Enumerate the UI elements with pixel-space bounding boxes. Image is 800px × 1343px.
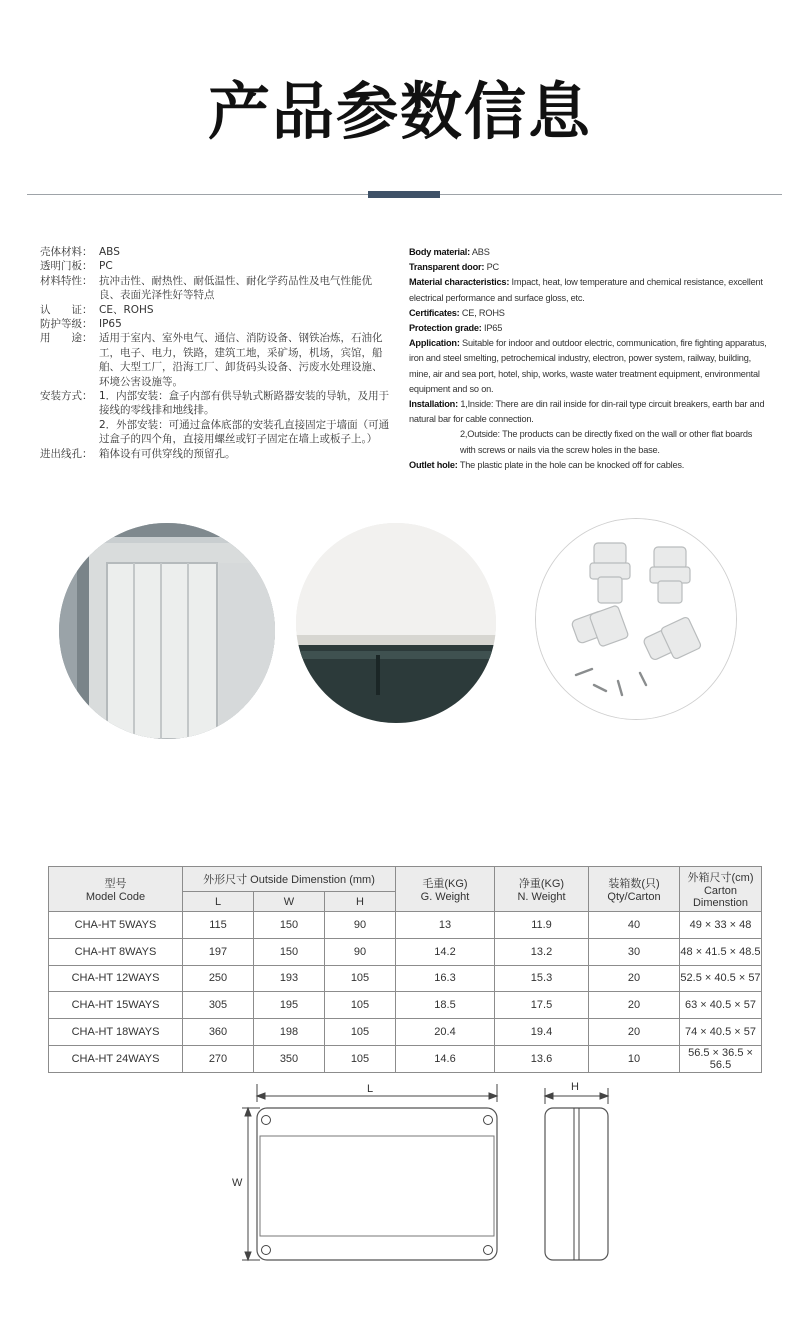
cell-carton: 48 × 41.5 × 48.5 — [680, 938, 762, 965]
table-row — [49, 912, 762, 939]
spec-label: 进出线孔： — [40, 447, 93, 460]
spec-row — [40, 274, 390, 303]
header-w: W — [254, 892, 325, 912]
spec-value: PC — [99, 260, 113, 273]
cell-model: CHA-HT 12WAYS — [49, 965, 183, 992]
spec-value: ABS — [470, 247, 490, 257]
spec-row — [409, 336, 769, 397]
cell-l: 197 — [183, 938, 254, 965]
cell-carton: 52.5 × 40.5 × 57 — [680, 965, 762, 992]
spec-value: 适用于室内、室外电气、通信、消防设备、钢铁冶炼，石油化工，电子、电力，铁路，建筑工地，采矿场，机场，宾馆，船舶、大型工厂，沿海工厂、卸货码头设备、污废水处理设施、环境公害设施等。 — [99, 332, 383, 388]
label-h: H — [571, 1081, 579, 1093]
spec-label: Transparent door: — [409, 262, 485, 273]
cell-model: CHA-HT 5WAYS — [49, 912, 183, 939]
header-model — [49, 867, 183, 912]
spec-row — [409, 458, 769, 473]
spec-row — [409, 245, 769, 260]
spec-row — [40, 245, 390, 259]
cell-w: 195 — [254, 992, 325, 1019]
cell-h: 105 — [325, 992, 396, 1019]
spec-value: PC — [484, 262, 499, 273]
cell-model: CHA-HT 15WAYS — [49, 992, 183, 1019]
spec-label: 透明门板： — [40, 260, 93, 273]
spec-label: Certificates: — [409, 307, 460, 318]
spec-value: Impact, heat, low temperature and chemical resistance, excellent electrical performance and surface gloss, etc. — [409, 277, 763, 303]
specs-chinese — [40, 245, 390, 461]
cell-qty: 40 — [589, 912, 680, 939]
label-l: L — [367, 1083, 374, 1095]
header-gross-weight — [396, 867, 495, 912]
divider-accent — [368, 191, 440, 198]
spec-row — [409, 306, 769, 321]
spec-value: 箱体设有可供穿线的预留孔。 — [99, 447, 236, 460]
header-carton-dimension — [680, 867, 762, 912]
header-carton-en: Carton Dimenstion — [692, 885, 749, 909]
cell-h: 105 — [325, 1019, 396, 1046]
cell-l: 305 — [183, 992, 254, 1019]
spec-value: The plastic plate in the hole can be knocked off for cables. — [457, 459, 685, 470]
cell-gross-weight: 14.6 — [396, 1045, 495, 1072]
photo-enclosure-corner — [59, 523, 275, 739]
spec-row — [40, 418, 390, 447]
cell-l: 360 — [183, 1019, 254, 1046]
page-title: 产品参数信息 — [207, 75, 592, 148]
cell-model: CHA-HT 24WAYS — [49, 1045, 183, 1072]
spec-label: Protection grade: — [409, 323, 482, 334]
spec-value: 1．内部安装：盒子内部有供导轨式断路器安装的导轨，及用于接线的零线排和地线排。 — [99, 390, 390, 417]
spec-row — [409, 321, 769, 336]
cell-qty: 20 — [589, 965, 680, 992]
spec-label — [40, 418, 99, 447]
spec-value: 2．外部安装：可通过盒体底部的安装孔直接固定于墙面（可通过盒子的四个角，直接用螺丝或钉子固定在墙上或板子上。） — [99, 418, 390, 446]
cell-w: 198 — [254, 1019, 325, 1046]
cell-carton: 49 × 33 × 48 — [680, 912, 762, 939]
cell-l: 250 — [183, 965, 254, 992]
cell-net-weight: 19.4 — [495, 1019, 589, 1046]
spec-label: 防护等级： — [40, 318, 93, 331]
cell-net-weight: 13.6 — [495, 1045, 589, 1072]
cell-h: 105 — [325, 1045, 396, 1072]
cell-carton: 74 × 40.5 × 57 — [680, 1019, 762, 1046]
cell-qty: 10 — [589, 1045, 680, 1072]
spec-row — [409, 275, 769, 305]
header-qty-cn: 装箱数(只) — [608, 878, 660, 890]
spec-label: Installation: — [409, 399, 458, 410]
table-row — [49, 938, 762, 965]
header-outside-dimension: 外形尺寸 Outside Dimenstion (mm) — [183, 867, 396, 892]
cell-h: 90 — [325, 912, 396, 939]
spec-row — [40, 389, 390, 418]
header-net-en: N. Weight — [517, 891, 566, 903]
spec-value: 抗冲击性、耐热性、耐低温性、耐化学药品性及电气性能优良、表面光泽性好等特点 — [99, 274, 372, 302]
label-w: W — [232, 1177, 243, 1189]
cell-qty: 30 — [589, 938, 680, 965]
spec-label: 材料特性： — [40, 274, 93, 287]
spec-value: CE、ROHS — [99, 303, 154, 316]
header-h: H — [325, 892, 396, 912]
table-row — [49, 965, 762, 992]
photo-cable-glands — [535, 518, 737, 720]
spec-row — [409, 260, 769, 275]
spec-value: ABS — [99, 246, 120, 258]
photo-transparent-door — [296, 523, 496, 723]
specs-english — [409, 245, 769, 473]
cell-net-weight: 15.3 — [495, 965, 589, 992]
spec-label: Body material: — [409, 247, 471, 257]
cell-gross-weight: 18.5 — [396, 992, 495, 1019]
spec-value: 2,Outside: The products can be directly fixed on the wall or other flat boards with screws or nails via the screw holes in the base. — [460, 429, 753, 455]
table-row — [49, 992, 762, 1019]
spec-label: 认 证： — [40, 303, 93, 316]
header-net-cn: 净重(KG) — [518, 878, 565, 890]
cell-h: 105 — [325, 965, 396, 992]
cell-net-weight: 17.5 — [495, 992, 589, 1019]
spec-label: 安装方式： — [40, 390, 93, 403]
header-qty-en: Qty/Carton — [607, 891, 661, 903]
spec-row — [40, 317, 390, 331]
cell-qty: 20 — [589, 1019, 680, 1046]
dimension-table — [48, 866, 762, 1073]
table-row — [49, 1045, 762, 1072]
cell-model: CHA-HT 8WAYS — [49, 938, 183, 965]
spec-row — [40, 331, 390, 389]
spec-row — [40, 303, 390, 317]
spec-label: Outlet hole: — [409, 459, 458, 470]
spec-label: Application: — [409, 338, 460, 349]
spec-row — [40, 259, 390, 273]
dimension-drawing — [220, 1078, 620, 1268]
header-net-weight — [495, 867, 589, 912]
cell-gross-weight: 13 — [396, 912, 495, 939]
spec-value: IP65 — [481, 323, 503, 334]
header-carton-cn: 外箱尺寸(cm) — [687, 872, 754, 884]
header-gross-en: G. Weight — [420, 891, 470, 903]
cell-gross-weight: 16.3 — [396, 965, 495, 992]
header-model-en: Model Code — [85, 891, 146, 903]
spec-label: Material characteristics: — [409, 277, 510, 288]
cell-qty: 20 — [589, 992, 680, 1019]
spec-value: 1,Inside: There are din rail inside for din-rail type circuit breakers, earth bar and natural bar for cable connection. — [409, 399, 765, 425]
cell-net-weight: 13.2 — [495, 938, 589, 965]
cell-h: 90 — [325, 938, 396, 965]
cell-w: 150 — [254, 938, 325, 965]
cell-w: 350 — [254, 1045, 325, 1072]
header-gross-cn: 毛重(KG) — [422, 878, 468, 890]
cell-carton: 56.5 × 36.5 × 56.5 — [680, 1045, 762, 1072]
spec-value: CE, ROHS — [459, 307, 505, 318]
spec-value: IP65 — [99, 318, 122, 331]
cell-carton: 63 × 40.5 × 57 — [680, 992, 762, 1019]
spec-value: Suitable for indoor and outdoor electric, communication, fire fighting apparatus, iron and steel smelting, petrochemical industry, electron, power system, railway, building, mine, air and sea port, hotel, ship, works, waste water treatment equipment, environmental equipment and so on. — [409, 338, 767, 394]
header-model-cn: 型号 — [104, 878, 127, 890]
spec-row — [409, 427, 769, 457]
cell-w: 150 — [254, 912, 325, 939]
cell-l: 270 — [183, 1045, 254, 1072]
cell-model: CHA-HT 18WAYS — [49, 1019, 183, 1046]
cell-w: 193 — [254, 965, 325, 992]
cell-gross-weight: 14.2 — [396, 938, 495, 965]
spec-row — [409, 397, 769, 427]
cell-gross-weight: 20.4 — [396, 1019, 495, 1046]
table-row — [49, 1019, 762, 1046]
transparent-door-image — [296, 523, 496, 723]
cable-glands-image — [536, 519, 736, 719]
enclosure-corner-image — [59, 523, 275, 739]
spec-label: 壳体材料： — [40, 246, 93, 258]
header-l: L — [183, 892, 254, 912]
cell-l: 115 — [183, 912, 254, 939]
cell-net-weight: 11.9 — [495, 912, 589, 939]
header-qty-carton — [589, 867, 680, 912]
spec-label: 用 途： — [40, 332, 93, 345]
spec-row — [40, 447, 390, 461]
